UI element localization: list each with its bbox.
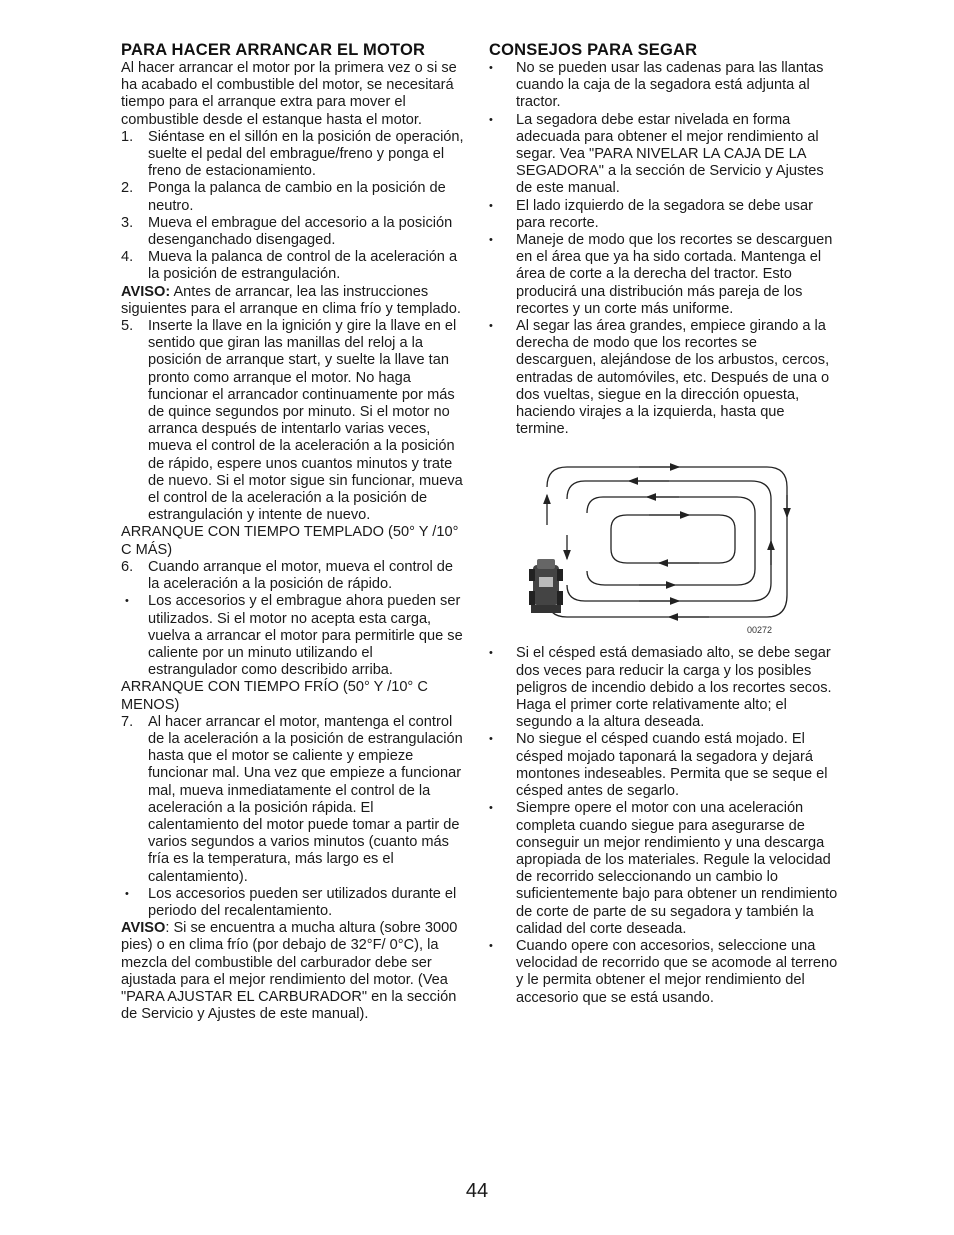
mowing-pattern-figure — [519, 455, 819, 635]
intro-paragraph: Al hacer arrancar el motor por la primera vez o si se ha acabado el combustible del motor, se necesitará tiempo para el arranque extra para mover el combustible desde el estanque hasta el motor. — [121, 60, 457, 128]
step-6: 6. Cuando arranque el motor, mueva el control de la aceleración a la posición de rápido. — [121, 558, 454, 593]
warm-weather-heading: ARRANQUE CON TIEMPO TEMPLADO (50° Y /10° C MÁS) — [121, 524, 459, 558]
tip-bullet: • La segadora debe estar nivelada en forma adecuada para obtener el mejor rendimiento al segar. Vea "PARA NIVELAR LA CAJA DE LA SEGADORA" a la sección de Servicio y Ajustes de este manual. — [489, 111, 824, 197]
figure-code: 00272 — [747, 625, 773, 636]
step-5: 5. Inserte la llave en la ignición y gire la llave en el sentido que giran las manillas del reloj a la posición de arranque start, y suelte la llave tan pronto como arranque el motor. No haga funcionar el arrancador continuamente por más de quince segundos por minuto. Si el motor no arranca después de intentarlo varias veces, mueva el control de la aceleración a la posición de rápido, espere unos cuantos minutos y trate de nuevo. Si el motor sigue sin funcionar, mueva el control de la aceleración a la posición de estrangulación y intente de nuevo. — [121, 318, 463, 524]
right-column — [489, 40, 839, 1007]
tip-bullet: • Si el césped está demasiado alto, se debe segar dos veces para reducir la carga y los posibles peligros de incendio debido a los recortes secos. Haga el primer corte relativamente alto; el segundo a la altura deseada. — [489, 645, 832, 731]
section-title-start-engine: PARA HACER ARRANCAR EL MOTOR — [121, 41, 426, 59]
cold-weather-heading: ARRANQUE CON TIEMPO FRÍO (50° Y /10° C MENOS) — [121, 679, 428, 713]
tip-bullet: • Cuando opere con accesorios, seleccione una velocidad de recorrido que se acomode al terreno y le permita obtener el mejor rendimiento del accesorio que se está usando. — [489, 937, 838, 1006]
notice-paragraph-2: AVISO: Si se encuentra a mucha altura (sobre 3000 pies) o en clima frío (por debajo de 32°F/ 0°C), la mezcla del combustible del carburador debe ser ajustada para el mejor rendimiento del motor. (Vea "PARA AJUSTAR EL CARBURADOR" en la sección de Servicio y Ajustes de este manual). — [121, 920, 458, 1023]
tip-bullet: • El lado izquierdo de la segadora se debe usar para recorte. — [489, 197, 813, 231]
page-number: 44 — [465, 1180, 489, 1202]
step-3: 3. Mueva el embrague del accesorio a la posición desenganchado disengaged. — [121, 214, 453, 249]
notice-label: AVISO: — [121, 283, 171, 300]
left-column — [121, 40, 466, 1023]
bullet-cold: • Los accesorios pueden ser utilizados durante el periodo del recalentamiento. — [125, 885, 457, 919]
step-4: 4. Mueva la palanca de control de la aceleración a la posición de estrangulación. — [121, 249, 458, 283]
step-7: 7. Al hacer arrancar el motor, mantenga el control de la aceleración a la posición de estrangulación hasta que el motor se caliente y empieze funcionar mal. Una vez que empieze a funcionar mal, mueva inmediatamente el control de la aceleración a la posición rápida. El calentamiento del motor puede tomar a partir de varios segundos a varios minutos (cuanto más fría es la temperatura, más largo es el calentamiento). — [121, 713, 463, 885]
step-1: 1. Siéntase en el sillón en la posición de operación, suelte el pedal del embrague/freno y ponga el freno de estacionamiento. — [121, 128, 464, 180]
tip-bullet: • No se pueden usar las cadenas para las llantas cuando la caja de la segadora está adjunta al tractor. — [489, 60, 824, 111]
tip-bullet: • Al segar las área grandes, empiece girando a la derecha de modo que los recortes se descarguen, alejándose de los arbustos, cercos, entradas de automóviles, etc. Después de una o dos vueltas, siegue en la dirección opuesta, haciendo virajes a la izquierda, hasta que termine. — [489, 318, 830, 438]
tip-bullet: • Siempre opere el motor con una aceleración completa cuando siegue para asegurarse de conseguir un mejor rendimiento y una descarga apropiada de los materiales. Regule la velocidad de recorrido seleccionando un cambio lo suficientemente bajo para obtener un rendimiento de corte de parte de su segadora y también la calidad del corte deseada. — [489, 800, 838, 937]
step-2: 2. Ponga la palanca de cambio en la posición de neutro. — [121, 180, 446, 214]
section-title-mowing-tips: CONSEJOS PARA SEGAR — [489, 41, 698, 59]
notice-paragraph-1: AVISO: Antes de arrancar, lea las instrucciones siguientes para el arranque en clima frío y templado. — [121, 283, 461, 317]
tractor-icon — [529, 559, 563, 613]
notice-label: AVISO — [121, 920, 166, 937]
tip-bullet: • Maneje de modo que los recortes se descarguen en el área que ya ha sido cortada. Mantenga el área de corte a la derecha del tractor. Esto producirá una distribución más pareja de los recortes y un corte más uniforme. — [489, 232, 833, 317]
mowing-pattern-diagram — [519, 455, 819, 635]
tip-bullet: • No siegue el césped cuando está mojado. El césped mojado taponará la segadora y dejará montones indeseables. Permita que se seque el césped antes de segarlo. — [489, 731, 828, 800]
bullet-warm: • Los accesorios y el embrague ahora pueden ser utilizados. Si el motor no acepta esta carga, vuelva a arrancar el motor para permitirle que se caliente por un minuto utilizando el estrangulador como describido arriba. — [125, 593, 463, 679]
